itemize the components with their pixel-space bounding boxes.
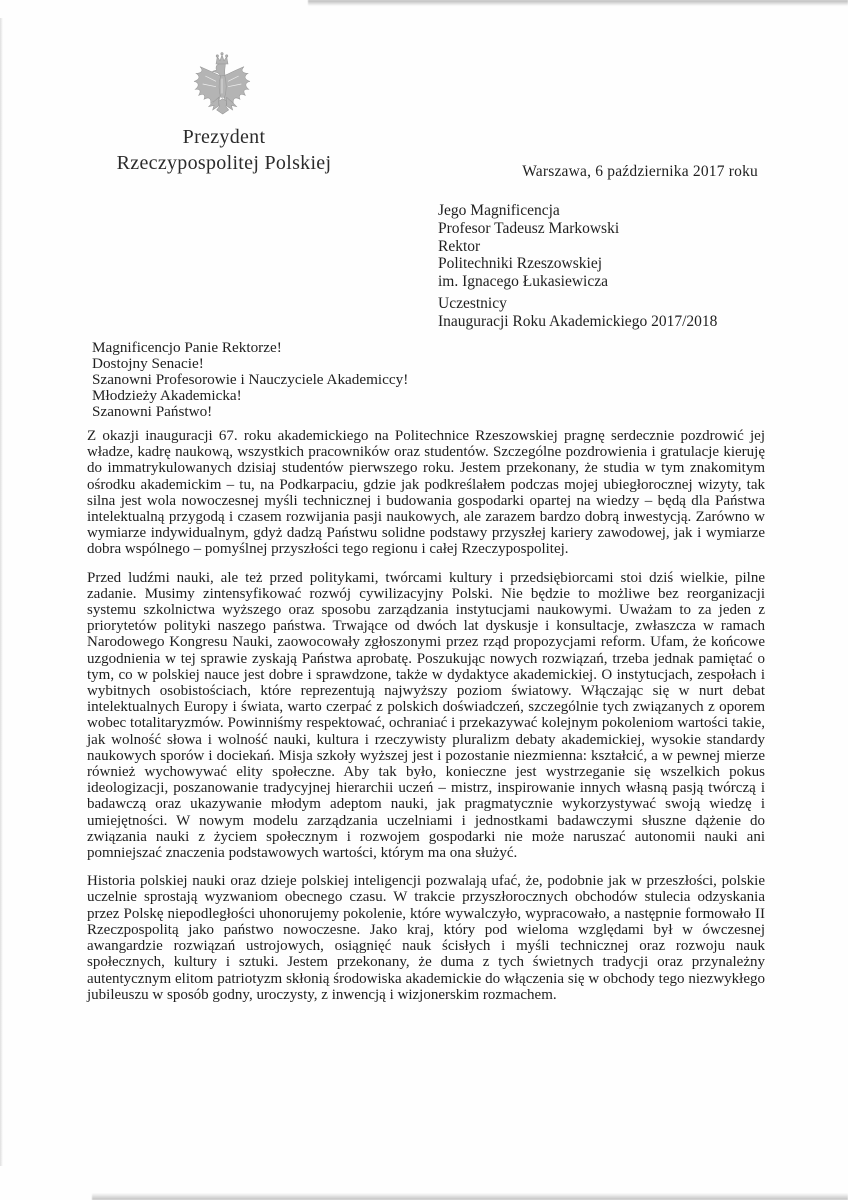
salutation-line: Szanowni Państwo! (92, 403, 213, 420)
scan-artifact-bottom (92, 1193, 848, 1200)
salutation-line: Magnificencjo Panie Rektorze! (92, 339, 282, 356)
sender-title-line: Rzeczypospolitej Polskiej (116, 152, 332, 174)
sender-title-line: Prezydent (182, 126, 266, 148)
letter-body (87, 428, 765, 1015)
salutation-line: Dostojny Senacie! (92, 355, 204, 372)
recipient-line: Inauguracji Roku Akademickiego 2017/2018 (438, 312, 718, 330)
polish-eagle-emblem-icon (192, 50, 252, 118)
body-paragraph: Historia polskiej nauki oraz dzieje polskiej inteligencji pozwalają ufać, że, podobnie jak w przeszłości, polskie uczelnie sprostają wyzwaniom obecnego czasu. W trakcie przyszłorocznych obchodów stulecia odzyskania przez Polskę niepodległości uhonorujemy pokolenie, które wywalczyło, wypracowało, a następnie formowało II Rzeczpospolitą jako państwo nowoczesne. Jako kraj, który pod wieloma względami był w ówczesnej awangardzie rozwiązań ustrojowych, osiągnięć nauk ścisłych i myśli technicznej oraz rozwoju nauk społecznych, kultury i sztuki. Jestem przekonany, że duma z tych świetnych tradycji oraz przynależny autentycznym elitom patriotyzm skłonią środowiska akademickie do włączenia się w obchody tego niezwykłego jubileuszu w sposób godny, uroczysty, z inwencją i wizjonerskim rozmachem. (87, 873, 765, 1003)
salutation-line: Młodzieży Akademicka! (92, 387, 242, 404)
recipient-line: Rektor (438, 237, 481, 255)
body-paragraph: Z okazji inauguracji 67. roku akademickiego na Politechnice Rzeszowskiej pragnę serdecznie pozdrowić jej władze, kadrę naukową, wszystkich pracowników oraz studentów. Szczególne pozdrowienia i gratulacje kieruję do immatrykulowanych dzisiaj studentów pierwszego roku. Jestem przekonany, że studia w tym znakomitym ośrodku akademickim – tu, na Podkarpaciu, gdzie jak podkreślałem podczas mojej ubiegłorocznej wizyty, tak silna jest wola nowoczesnej myśli technicznej i budowania gospodarki opartej na wiedzy – będą dla Państwa intelektualną przygodą i czasem rozwijania pasji naukowych, ale zarazem bardzo dobrą inwestycją. Zarówno w wymiarze indywidualnym, gdyż dadzą Państwu solidne podstawy przyszłej kariery zawodowej, jak i wymiarze dobra wspólnego – pomyślnej przyszłości tego regionu i całej Rzeczypospolitej. (87, 428, 765, 558)
recipient-address (438, 202, 717, 331)
recipient-block-rector (438, 202, 717, 291)
dateline: Warszawa, 6 października 2017 roku (522, 163, 758, 180)
scan-artifact-top (308, 0, 848, 6)
recipient-line: Uczestnicy (438, 294, 507, 312)
recipient-block-participants (438, 295, 717, 331)
recipient-line: Jego Magnificencja (438, 202, 560, 219)
recipient-line: Politechniki Rzeszowskiej (438, 255, 603, 273)
sender-letterhead (100, 124, 348, 176)
recipient-line: Profesor Tadeusz Markowski (438, 219, 620, 237)
salutation-line: Szanowni Profesorowie i Nauczyciele Akademiccy! (92, 371, 409, 388)
recipient-line: im. Ignacego Łukasiewicza (438, 273, 608, 291)
scan-artifact-left (0, 18, 3, 1166)
body-paragraph: Przed ludźmi nauki, ale też przed politykami, twórcami kultury i przedsiębiorcami stoi dziś wielkie, pilne zadanie. Musimy zintensyfikować rozwój cywilizacyjny Polski. Nie będzie to możliwe bez reorganizacji systemu szkolnictwa wyższego oraz sposobu zarządzania instytucjami naukowymi. Uważam to za jeden z priorytetów polityki naszego państwa. Trwające od dwóch lat dyskusje i konsultacje, zwłaszcza w ramach Narodowego Kongresu Nauki, zaowocowały zgłoszonymi przez rząd propozycjami reform. Ufam, że końcowe uzgodnienia w tej sprawie zyskają Państwa aprobatę. Poszukując nowych rozwiązań, trzeba jednak pamiętać o tym, co w polskiej nauce jest dobre i sprawdzone, także w dydaktyce akademickiej. O instytucjach, zespołach i wybitnych osobistościach, które reprezentują najwyższy poziom światowy. Włączając się w nurt debat intelektualnych Europy i świata, warto czerpać z polskich doświadczeń, szczególnie tych związanych z oporem wobec totalitaryzmów. Powinniśmy respektować, ochraniać i przekazywać kolejnym pokoleniom wartości takie, jak wolność słowa i wolność nauki, kultura i rzeczywisty pluralizm debaty akademickiej, wysokie standardy naukowych sporów i dociekań. Misja szkoły wyższej jest i pozostanie niezmienna: kształcić, a w pewnej mierze również wychowywać elity społeczne. Aby tak było, konieczne jest wystrzeganie się wszelkich pokus ideologizacji, poszanowanie tradycyjnej hierarchii uczeń – mistrz, inspirowanie innych własną pasją twórczą i badawczą oraz ukazywanie młodym adeptom nauki, jak pragmatycznie wykorzystywać swoją wiedzę i umiejętności. W nowym modelu zarządzania uczelniami i jednostkami badawczymi słuszne dążenie do związania nauki z życiem społecznym i rozwojem gospodarki nie może naruszać autonomii nauki ani pomniejszać znaczenia podstawowych wartości, którym ma ona służyć. (87, 569, 765, 862)
salutation-block (92, 340, 408, 420)
